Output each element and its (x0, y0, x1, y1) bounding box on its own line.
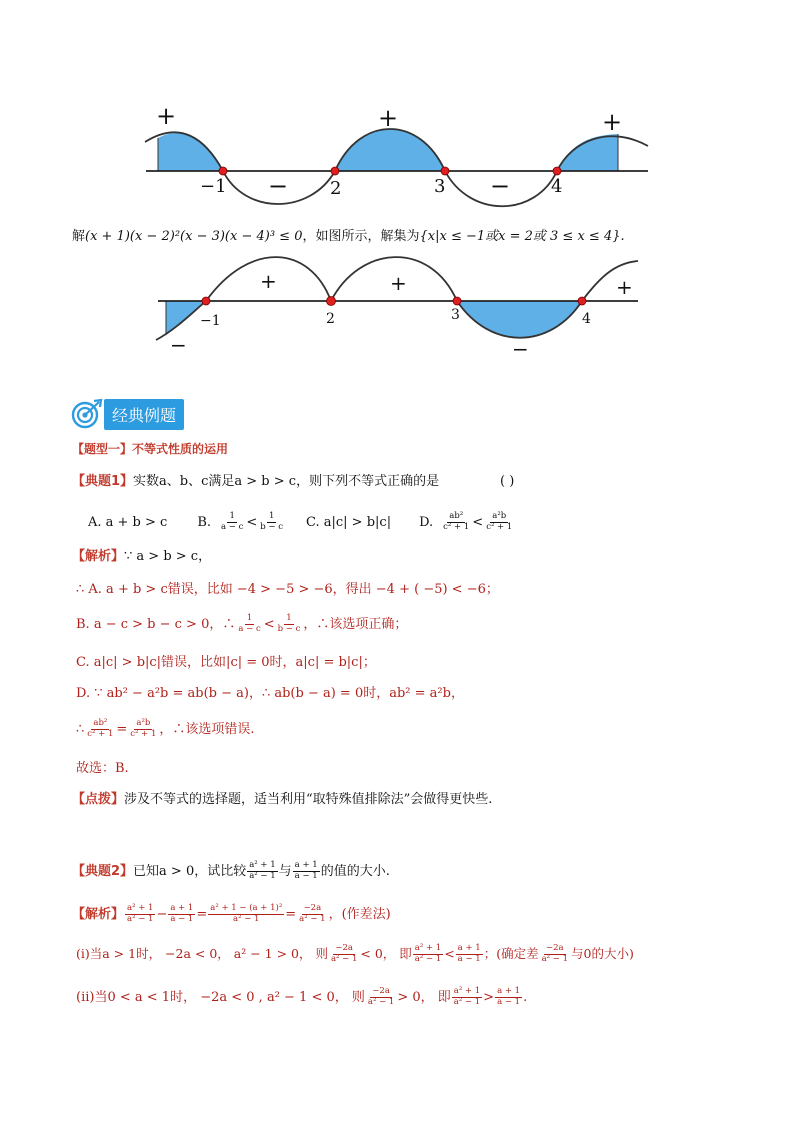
analysis-text: B. a − c > b − c > 0，∴ (76, 616, 236, 632)
fraction: $\frac{\text{a² + 1}}{\text{a² − 1}}$ (249, 860, 276, 881)
type-title: 不等式性质的运用 (132, 442, 229, 456)
analysis-text: ；(确定差 (483, 945, 539, 961)
analysis-text: ∵ a > b > c， (124, 549, 212, 564)
sign-label: + (378, 104, 399, 132)
option-b-label: B. (197, 514, 212, 530)
question-text: 的值的大小. (320, 863, 390, 879)
answer-paren: ( ) (500, 474, 515, 489)
relation: < (246, 514, 258, 530)
example-1-question (72, 475, 439, 488)
diagram-2-labels (150, 255, 640, 360)
fraction: $\frac{a + 1}{a - 1}$ (294, 860, 318, 881)
tick-label: 3 (451, 307, 460, 323)
solution-line (72, 230, 625, 243)
tip-line (72, 793, 492, 806)
relation: < (444, 945, 455, 961)
analysis-line-e (76, 716, 255, 742)
analysis-tag: 【解析】 (72, 549, 125, 564)
analysis-text: (ii)当0 < a < 1时， −2a < 0 , a² − 1 < 0， 则 (76, 989, 365, 1005)
analysis-line-b (76, 612, 407, 636)
fraction: $\frac{a + 1}{a - 1}$ (497, 986, 521, 1007)
tick-label: 4 (551, 176, 563, 197)
tick-label: 3 (434, 176, 446, 197)
relation: < (263, 616, 275, 632)
example-tag: 【典题1】 (72, 474, 134, 489)
sign-label: + (390, 271, 407, 295)
sign-label: + (616, 275, 633, 299)
option-c: C. a|c| > b|c| (306, 514, 392, 530)
sign-label: − (170, 333, 187, 357)
operator: = (285, 906, 297, 922)
tick-label: 4 (582, 311, 591, 327)
fraction: $\frac{\text{a² + 1}}{\text{a² − 1}}$ (453, 986, 481, 1007)
example-tag: 【典题2】 (72, 863, 134, 879)
analysis-line-d: D. ∵ ab² − a²b = ab(b − a)，∴ ab(b − a) = 0时，ab² = a²b， (76, 686, 464, 701)
analysis-2-case-ii (76, 983, 527, 1011)
solution-inequality: (x + 1)(x − 2)²(x − 3)(x − 4)³ ≤ 0 (85, 229, 303, 244)
sign-label: + (260, 269, 277, 293)
analysis-text: < 0， 即 (360, 945, 412, 961)
fraction: $\frac{\text{a² + 1 − (a + 1)²}}{\text{a² − 1}}$ (210, 903, 283, 924)
question-text: 与 (278, 863, 292, 879)
operator: − (156, 906, 168, 922)
tick-label: −1 (200, 176, 227, 197)
type-bracket: 【题型一】 (72, 442, 133, 456)
analysis-line-1 (72, 550, 211, 563)
section-header (70, 397, 184, 431)
fraction: $\frac{-2a}{\text{a² − 1}}$ (330, 943, 358, 964)
fraction: $\frac{\text{ab²}}{\text{c² + 1}}$ (443, 511, 470, 532)
sign-label: + (602, 108, 623, 136)
analysis-2-case-i (76, 940, 634, 968)
fraction: $\frac{1}{b - c}$ (260, 511, 284, 532)
fraction: $\frac{1}{b - c}$ (277, 613, 301, 634)
analysis-text: (i)当a > 1时， −2a < 0， a² − 1 > 0， 则 (76, 945, 328, 961)
solution-set: {x|x ≤ −1或x = 2或 3 ≤ x ≤ 4}. (419, 229, 625, 244)
tick-label: 2 (330, 178, 342, 199)
question-text: 已知a > 0，试比较 (133, 863, 247, 879)
fraction: $\frac{\text{a²b}}{\text{c² + 1}}$ (486, 511, 513, 532)
analysis-line-c: C. a|c| > b|c|错误，比如|c| = 0时，a|c| = b|c|； (76, 655, 376, 670)
example-2-question (72, 858, 390, 884)
target-arrow-icon (70, 397, 104, 431)
fraction: $\frac{1}{a - c}$ (238, 613, 261, 634)
fraction: $\frac{a + 1}{a - 1}$ (457, 943, 481, 964)
tick-label: 2 (326, 311, 335, 327)
option-a: A. a + b > c (88, 514, 168, 530)
options-row (88, 510, 515, 534)
option-d-label: D. (419, 514, 434, 530)
analysis-text: ，∴该选项正确； (303, 616, 408, 632)
operator: = (196, 906, 208, 922)
relation: < (472, 514, 484, 530)
question-text: 实数a、b、c满足a > b > c，则下列不等式正确的是 (133, 474, 440, 489)
tip-text: 涉及不等式的选择题，适当利用“取特殊值排除法”会做得更快些. (124, 792, 493, 807)
fraction: $\frac{\text{a²b}}{\text{c² + 1}}$ (130, 718, 157, 739)
relation: = (116, 721, 128, 737)
analysis-text: ∴ (76, 721, 85, 737)
analysis-text: ，∴该选项错误. (159, 721, 255, 737)
section-title-badge: 经典例题 (104, 399, 184, 430)
fraction: $\frac{1}{a - c}$ (221, 511, 244, 532)
solution-prefix: 解 (72, 229, 86, 244)
fraction: $\frac{a + 1}{a - 1}$ (170, 903, 194, 924)
fraction: $\frac{\text{a² + 1}}{\text{a² − 1}}$ (127, 903, 154, 924)
analysis-tag: 【解析】 (72, 906, 125, 922)
fraction: $\frac{-2a}{\text{a² − 1}}$ (299, 903, 326, 924)
analysis-text: > 0， 即 (397, 989, 451, 1005)
type-header (72, 443, 228, 455)
sign-label: − (512, 337, 529, 361)
sign-label: − (268, 172, 289, 200)
tick-label: −1 (200, 313, 221, 329)
analysis-2-line-1 (72, 900, 391, 928)
relation: > (483, 989, 495, 1005)
tip-tag: 【点拨】 (72, 792, 125, 807)
fraction: $\frac{-2a}{\text{a² − 1}}$ (367, 986, 395, 1007)
fraction: $\frac{\text{a² + 1}}{\text{a² − 1}}$ (414, 943, 442, 964)
fraction: $\frac{\text{ab²}}{\text{c² + 1}}$ (87, 718, 114, 739)
final-choice: 故选：B. (76, 761, 129, 776)
analysis-text: ，(作差法) (328, 906, 391, 922)
analysis-text: . (523, 989, 528, 1005)
sign-label: + (156, 102, 177, 130)
analysis-line-a: ∴ A. a + b > c错误，比如 −4 > −5 > −6，得出 −4 + ( −5) < −6； (76, 582, 499, 597)
sign-label: − (490, 172, 511, 200)
diagram-1-labels (140, 100, 660, 215)
fraction: $\frac{-2a}{\text{a² − 1}}$ (541, 943, 568, 964)
solution-text: ，如图所示，解集为 (302, 229, 420, 244)
analysis-text: 与0的大小) (571, 945, 634, 961)
